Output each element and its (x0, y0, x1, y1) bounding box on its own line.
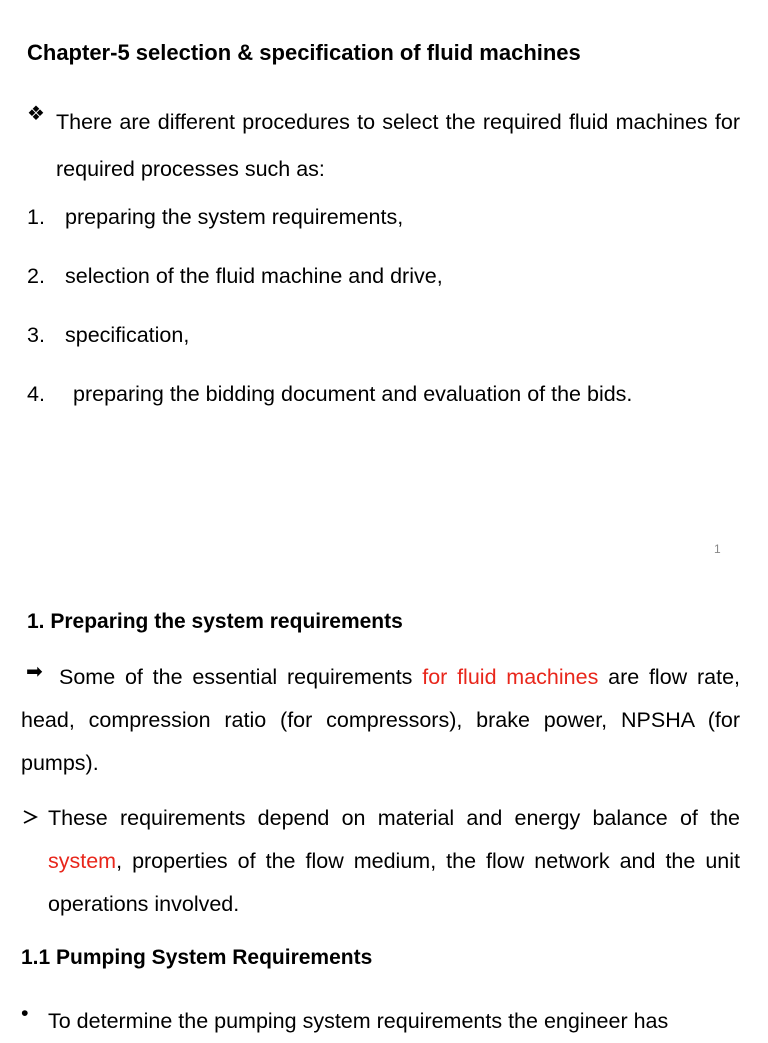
chapter-title: Chapter-5 selection & specification of fluid machines (27, 40, 581, 65)
highlighted-text: system (48, 849, 117, 873)
arrow-bullet-icon: ➡ (26, 661, 43, 683)
dot-bullet-icon: • (21, 1001, 29, 1025)
list-item-text: selection of the fluid machine and drive, (65, 264, 443, 288)
dependency-paragraph (48, 797, 740, 926)
page-number: 1 (714, 542, 721, 556)
list-item-text: preparing the system requirements, (65, 205, 404, 229)
list-item (27, 205, 403, 230)
list-item-number: 1. (27, 205, 45, 229)
subsection-heading: 1.1 Pumping System Requirements (21, 946, 373, 969)
list-item-number: 3. (27, 323, 45, 347)
intro-paragraph: There are different procedures to select the required fluid machines for required processes such as: (56, 110, 740, 181)
list-item-number: 2. (27, 264, 45, 288)
list-item-text: specification, (65, 323, 190, 347)
text-segment: These requirements depend on material and energy balance of the (48, 806, 740, 830)
pumping-paragraph: To determine the pumping system requirements the engineer has (48, 1009, 669, 1033)
diamond-bullet-icon: ❖ (27, 103, 45, 125)
section-heading: 1. Preparing the system requirements (27, 610, 403, 633)
list-item-number: 4. (27, 382, 45, 406)
highlighted-text: for fluid machines (422, 665, 599, 689)
list-item (27, 323, 189, 348)
text-segment: are flow rate, head, compression ratio (for compressors), brake power, NPSHA (for pumps). (21, 665, 740, 775)
requirements-paragraph (21, 656, 740, 785)
list-item-text: preparing the bidding document and evaluation of the bids. (73, 382, 633, 406)
triangle-bullet-icon (22, 806, 38, 831)
text-segment: , properties of the flow medium, the flow network and the unit operations involved. (48, 849, 740, 916)
list-item (27, 382, 632, 407)
text-segment: Some of the essential requirements (59, 665, 423, 689)
list-item (27, 264, 443, 289)
